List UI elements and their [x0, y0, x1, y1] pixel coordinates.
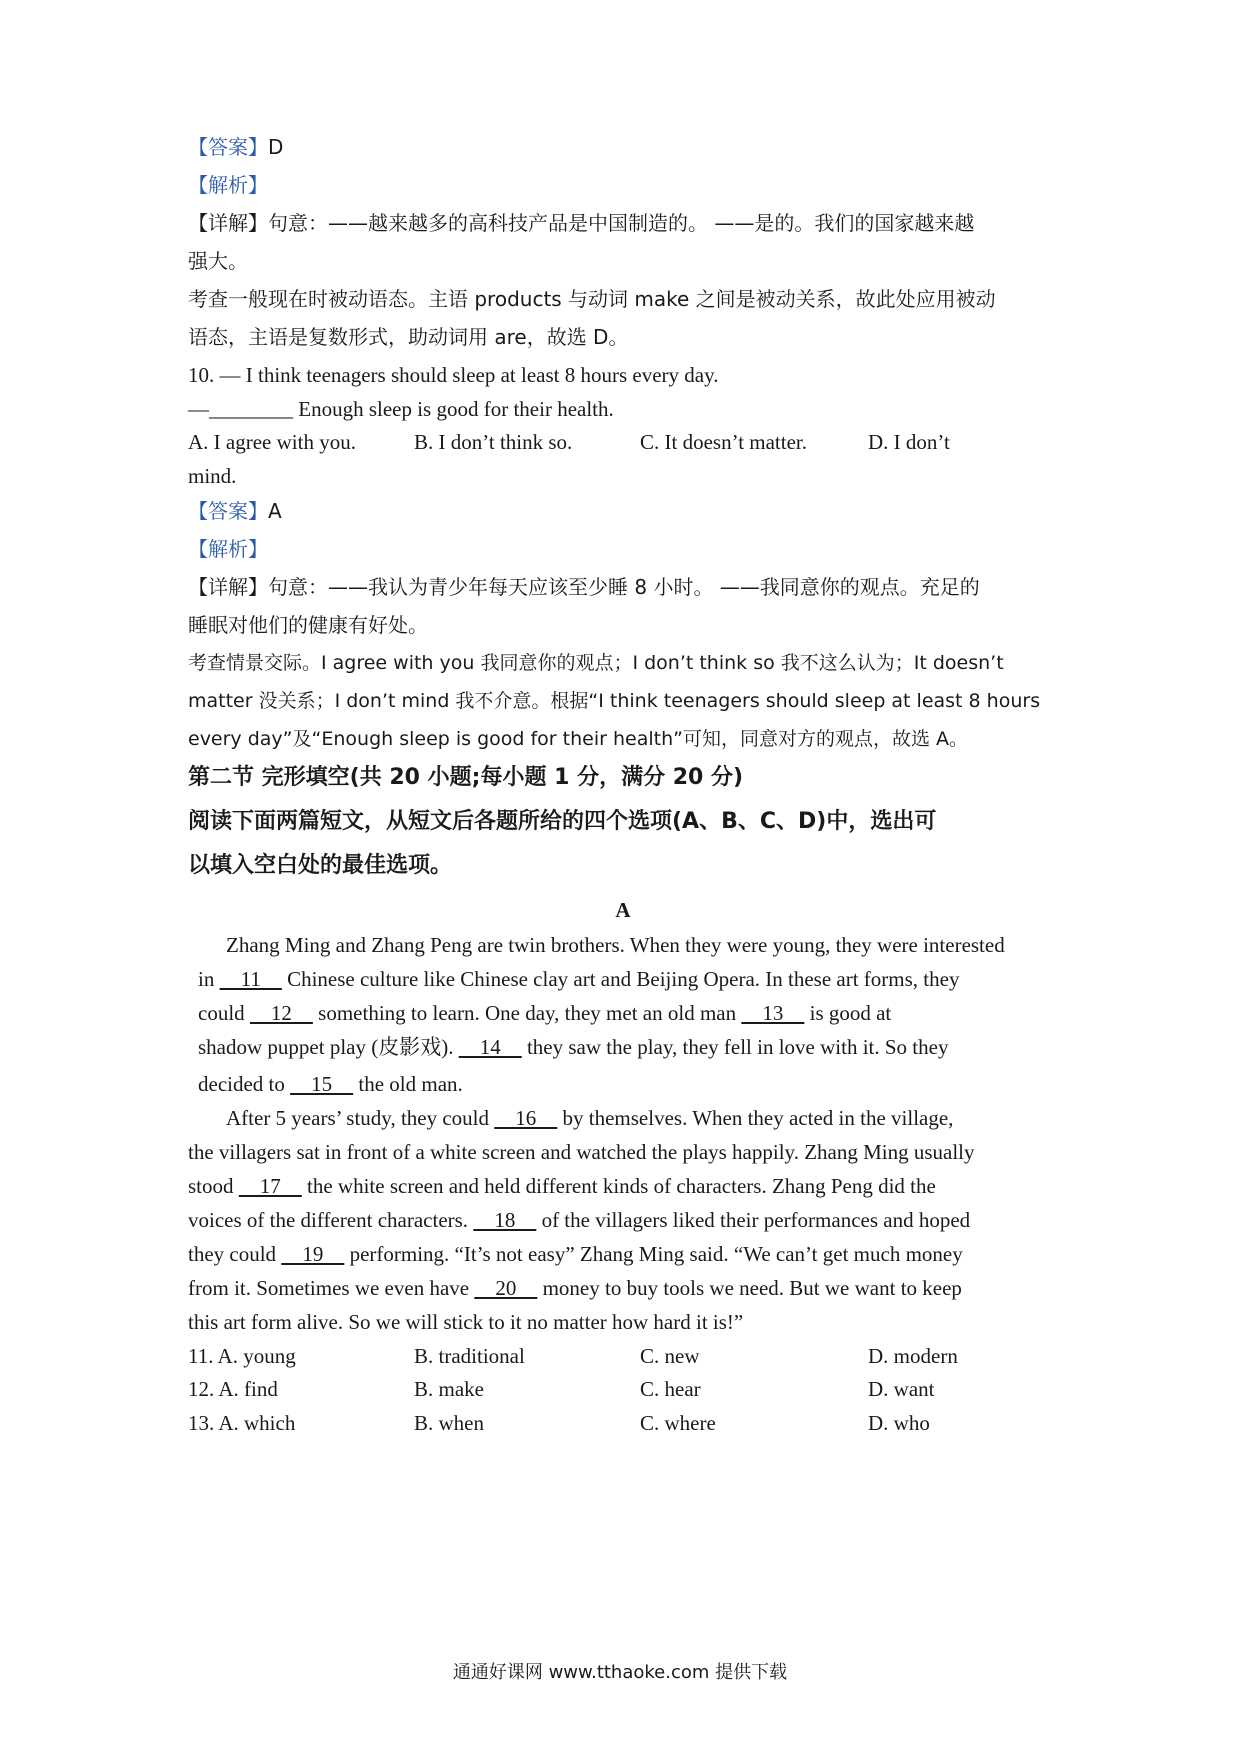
- blank-12: 12: [249, 1001, 313, 1025]
- q9-detail-line2: 强大。: [188, 249, 248, 273]
- q10-blank: ________: [209, 397, 293, 421]
- passage-p1-line3: could 12 something to learn. One day, they met an old man 13 is good at: [198, 1001, 892, 1025]
- blank-15: 15: [290, 1072, 354, 1096]
- q10-explain-line3: every day”及“Enough sleep is good for their health”可知，同意对方的观点，故选 A。: [188, 728, 968, 750]
- passage-p2-line3: stood 17 the white screen and held different kinds of characters. Zhang Peng did the: [188, 1174, 936, 1198]
- choice-12-a: 12. A. find: [188, 1377, 278, 1401]
- passage-p1-line2: in 11 Chinese culture like Chinese clay art and Beijing Opera. In these art forms, they: [198, 967, 960, 991]
- choice-12-c: C. hear: [640, 1377, 701, 1401]
- choice-13-b: B. when: [414, 1411, 484, 1435]
- q9-explain-line2: 语态，主语是复数形式，助动词用 are，故选 D。: [188, 325, 629, 349]
- passage-p1-line5: decided to 15 the old man.: [198, 1072, 463, 1096]
- q10-option-wrap: mind.: [188, 464, 237, 488]
- blank-13: 13: [741, 1001, 805, 1025]
- q10-option-c: C. It doesn’t matter.: [640, 430, 808, 454]
- passage-p2-line1: After 5 years’ study, they could 16 by themselves. When they acted in the village,: [226, 1106, 954, 1130]
- q9-detail-line1: 【详解】句意：——越来越多的高科技产品是中国制造的。 ——是的。我们的国家越来越: [188, 211, 975, 235]
- q10-option-a: A. I agree with you.: [188, 430, 356, 454]
- q10-explain-line2: matter 没关系；I don’t mind 我不介意。根据“I think teenagers should sleep at least 8 hours: [188, 690, 1041, 712]
- q9-answer-line: [188, 133, 283, 161]
- passage-p2-line7: this art form alive. So we will stick to it no matter how hard it is!”: [188, 1310, 744, 1334]
- blank-14: 14: [458, 1035, 522, 1059]
- q10-analysis-tag: 【解析】: [188, 537, 268, 561]
- choice-12-b: B. make: [414, 1377, 484, 1401]
- passage-p1-line1: Zhang Ming and Zhang Peng are twin brothers. When they were young, they were interested: [226, 933, 1005, 957]
- choice-13-c: C. where: [640, 1411, 716, 1435]
- passage-p2-line2: the villagers sat in front of a white screen and watched the plays happily. Zhang Ming usually: [188, 1140, 975, 1164]
- choice-11-b: B. traditional: [414, 1344, 525, 1368]
- page-footer: 通通好课网 www.tthaoke.com 提供下载: [452, 1662, 788, 1683]
- passage-title: A: [615, 898, 631, 922]
- q10-detail-line1: 【详解】句意：——我认为青少年每天应该至少睡 8 小时。 ——我同意你的观点。充足的: [188, 575, 980, 599]
- q10-reply: —________ Enough sleep is good for their health.: [188, 397, 614, 421]
- choice-11-a: 11. A. young: [188, 1344, 296, 1368]
- blank-17: 17: [238, 1174, 302, 1198]
- answer-tag: 【答案】: [188, 135, 268, 159]
- choice-13-d: D. who: [868, 1411, 930, 1435]
- detail-tag: 【详解】: [188, 211, 268, 235]
- q10-answer-line: [188, 497, 282, 525]
- q9-answer: D: [268, 135, 284, 159]
- q10-answer: A: [268, 499, 282, 523]
- section-instruction-line1: 阅读下面两篇短文，从短文后各题所给的四个选项(A、B、C、D)中，选出可: [188, 809, 937, 834]
- choice-13-a: 13. A. which: [188, 1411, 296, 1435]
- choice-11-c: C. new: [640, 1344, 700, 1368]
- passage-p2-line6: from it. Sometimes we even have 20 money to buy tools we need. But we want to keep: [188, 1276, 962, 1300]
- blank-20: 20: [474, 1276, 538, 1300]
- q10-detail-line2: 睡眠对他们的健康有好处。: [188, 613, 428, 637]
- passage-p2-line5: they could 19 performing. “It’s not easy” Zhang Ming said. “We can’t get much money: [188, 1242, 963, 1266]
- q10-explain-line1: 考查情景交际。I agree with you 我同意你的观点；I don’t think so 我不这么认为；It doesn’t: [188, 652, 1004, 674]
- passage-p1-line4: shadow puppet play (皮影戏). 14 they saw the play, they fell in love with it. So they: [198, 1035, 949, 1059]
- q9-analysis-tag: 【解析】: [188, 173, 268, 197]
- blank-19: 19: [281, 1242, 345, 1266]
- passage-p2-line4: voices of the different characters. 18 of the villagers liked their performances and hoped: [188, 1208, 971, 1232]
- blank-16: 16: [494, 1106, 558, 1130]
- answer-tag: 【答案】: [188, 499, 268, 523]
- section-heading: 第二节 完形填空(共 20 小题;每小题 1 分，满分 20 分): [188, 765, 744, 790]
- section-instruction-line2: 以填入空白处的最佳选项。: [188, 853, 453, 878]
- q9-explain-line1: 考查一般现在时被动语态。主语 products 与动词 make 之间是被动关系，故此处应用被动: [188, 287, 996, 311]
- choice-12-d: D. want: [868, 1377, 935, 1401]
- q10-stem: 10. — I think teenagers should sleep at least 8 hours every day.: [188, 363, 719, 387]
- q10-option-d: D. I don’t: [868, 430, 950, 454]
- q10-option-b: B. I don’t think so.: [414, 430, 573, 454]
- blank-11: 11: [219, 967, 282, 991]
- choice-11-d: D. modern: [868, 1344, 958, 1368]
- detail-tag: 【详解】: [188, 575, 268, 599]
- blank-18: 18: [473, 1208, 537, 1232]
